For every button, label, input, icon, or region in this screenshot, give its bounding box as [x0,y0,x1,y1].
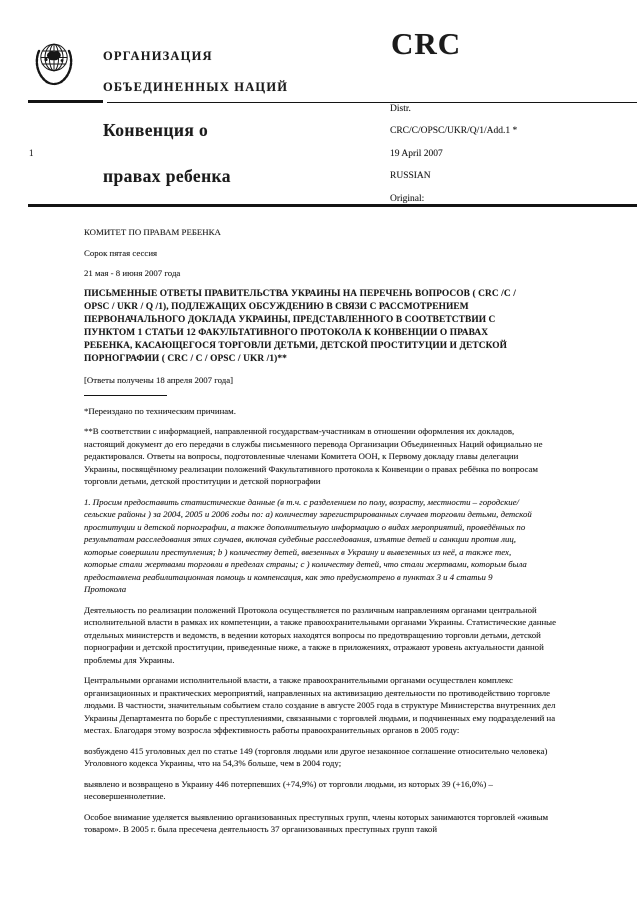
para-central-bodies: Центральными органами исполнительной власти, а также правоохранительными органами осуществлен комплекс организационных и практических мероприятий, направленных на активизацию деятельности по противодействию торговле людьми. В частности, значительным событием стало создание в августе 2005 года в структуре Министерства внутренних дел Украины Департамента по борьбе с преступлениями, связанными с торговлей людьми, и подчиненных ему подразделений на местах. Благодаря этому возросла эффективность работы правоохранительных органов в 2005 году: [84,675,556,736]
convention-title-line2: правах ребенка [103,166,231,186]
convention-title-line1: Конвенция о [103,120,209,140]
distr-label: Distr. [390,104,411,114]
para-organized-groups: Особое внимание уделяется выявлению организованных преступных групп, члены которых занимаются торговлей «живым товаром». В 2005 г. была пресечена деятельность 37 организованных преступных групп такой [84,811,549,835]
para-victims: выявлено и возвращено в Украину 446 потерпевших (+74,9%) от торговли людьми, из которых 39 (+16,0%) – несовершеннолетние. [84,778,493,802]
document-body [84,226,560,844]
session-dates: 21 мая - 8 июня 2007 года [84,268,181,278]
org-name-line1: ОРГАНИЗАЦИЯ [103,49,213,63]
committee-heading: КОМИТЕТ ПО ПРАВАМ РЕБЕНКА [84,227,221,237]
main-title: ПИСЬМЕННЫЕ ОТВЕТЫ ПРАВИТЕЛЬСТВА УКРАИНЫ НА ПЕРЕЧЕНЬ ВОПРОСОВ ( CRC /C / OPSC / UKR / Q /1), ПОДЛЕЖАЩИХ ОБСУЖДЕНИЮ В СВЯЗИ С РАССМОТРЕНИЕМ ПЕРВОНАЧАЛЬНОГО ДОКЛАДА УКРАИНЫ, ПРЕДСТАВЛЕННОГО В СООТВЕТСТВИИ С ПУНКТОМ 1 СТАТЬИ 12 ФАКУЛЬТАТИВНОГО ПРОТОКОЛА К КОНВЕНЦИИ О ПРАВАХ РЕБЕНКА, КАСАЮЩЕГОСЯ ТОРГОВЛИ ДЕТЬМИ, ДЕТСКОЙ ПРОСТИТУЦИИ И ДЕТСКОЙ ПОРНОГРАФИИ ( CRC / C / OPSC / UKR /1)** [84,288,516,364]
question-1: 1. Просим предоставить статистические данные (в т.ч. с разделением по полу, возрасту, местности – городские/сельские районы ) за 2004, 2005 и 2006 годы по: а) количеству зарегистрированных случаев торговли детьми, детской проституции и детской порнографии, а также дополнительную информацию о видах мероприятий, проведённых по результатам расследования этих случаев, включая судебные расследования, изъятие детей и санкции против лиц, которые совершили преступления; b ) количеству детей, ввезенных в Украину и вывезенных из неё, а также тех, которые стали жертвами торговли в пределах страны; c ) количеству детей, что стали жертвами, которым была предоставлена реабилитационная помощь и компенсация, как это предусмотрено в пунктах 3 и 4 статьи 9 Протокола [84,496,532,595]
received-note: [Ответы получены 18 апреля 2007 года] [84,375,234,386]
footnote-editing: **В соответствии с информацией, направленной государствам-участникам в отношении оформления их докладов, настоящий документ до его передачи в службы письменного перевода Организации Объединенных Наций официально не редактировался. Ответы на вопросы, подготовленные членами Комитета ООН, к Первому докладу главы делегации Украины, посвящённому реализации положений Факультативного протокола к Конвенции о правах ребёнка по вопросам торговли детьми, детской проституции и детской порнографии [84,426,543,487]
org-name-line2: ОБЪЕДИНЕННЫХ НАЦИЙ [103,80,289,94]
doc-language: RUSSIAN [390,171,431,182]
para-implementation: Деятельность по реализации положений Протокола осуществляется по различным направлениям органами центральной исполнительной власти в рамках их компетенции, а также правоохранительными органами Украины. Статистические данные отдельных министерств и ведомств, в ведении которых находятся вопросы по предотвращению торговли детьми, детской порнографии и детской проституции, приведенные ниже, а также в приложениях, отражают уровень актуальности данной проблемы для Украины. [84,604,556,665]
para-criminal-cases: возбуждено 415 уголовных дел по статье 149 (торговля людьми или другое незаконное соглашение относительно человека) Уголовного кодекса Украины, что на 54,3% больше, чем в 2004 году; [84,745,548,769]
doc-symbol: CRC/C/OPSC/UKR/Q/1/Add.1 * [390,126,518,137]
org-name [103,41,288,103]
header-rule-right [107,102,637,103]
doc-date: 19 April 2007 [390,148,443,159]
un-emblem-icon [32,39,76,89]
header-rule-bottom [28,204,637,207]
footnote-reissue: *Переиздано по техническим причинам. [84,405,236,416]
footnote-separator [84,395,167,396]
original-label: Original: [390,193,425,204]
header-rule-left [28,100,103,103]
session-number: Сорок пятая сессия [84,247,158,258]
doc-metadata [390,104,517,216]
margin-page-note: 1 [29,148,34,158]
doc-series-symbol: CRC [391,26,462,61]
